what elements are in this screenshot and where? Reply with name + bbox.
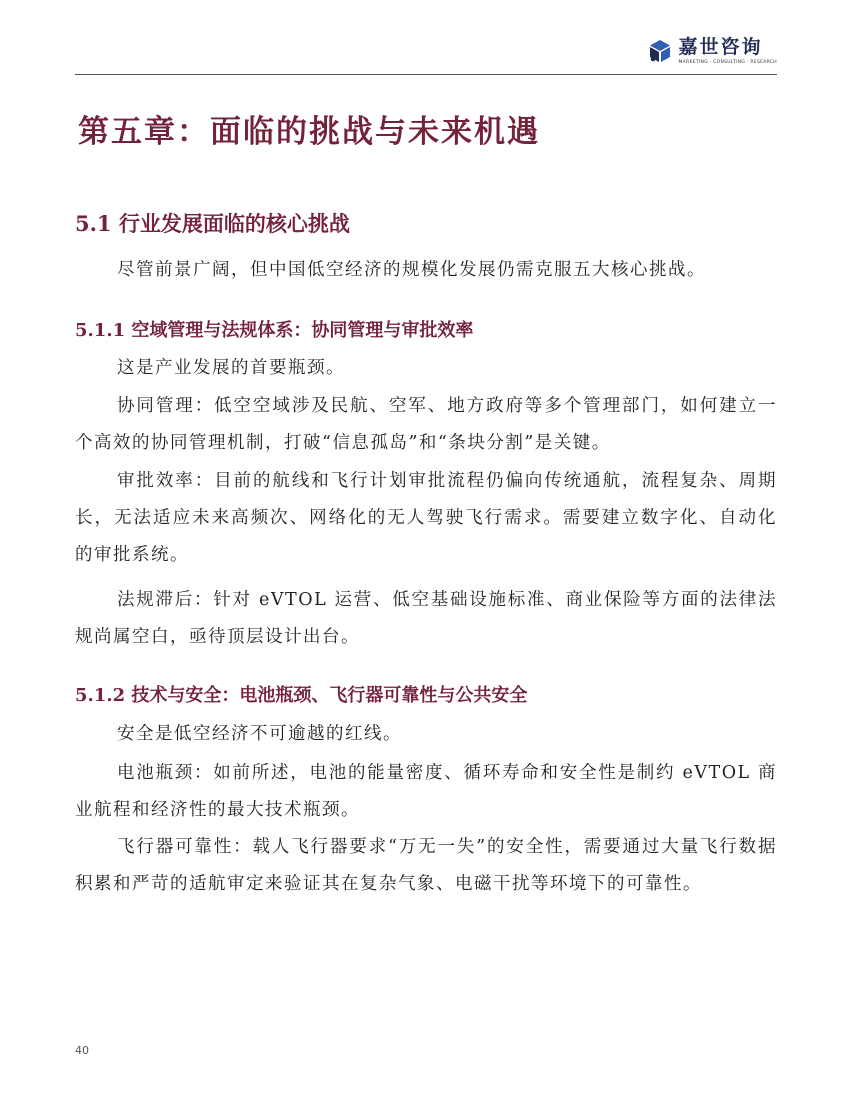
page-header [75,28,777,74]
company-logo [647,36,778,65]
logo-name: 嘉世咨询 [678,36,763,58]
paragraph: 协同管理：低空空域涉及民航、空军、地方政府等多个管理部门，如何建立一个高效的协同管理机制，打破“信息孤岛”和“条块分割”是关键。 [75,396,777,453]
page-number: 40 [75,1044,89,1057]
paragraph: 法规滞后：针对 eVTOL 运营、低空基础设施标准、商业保险等方面的法律法规尚属空白，亟待顶层设计出台。 [75,590,777,647]
logo-cube-icon [647,38,673,64]
paragraph: 电池瓶颈：如前所述，电池的能量密度、循环寿命和安全性是制约 eVTOL 商业航程和经济性的最大技术瓶颈。 [75,763,777,820]
header-divider [75,74,777,75]
subsection-1-title: 5.1.1 空域管理与法规体系：协同管理与审批效率 [75,320,474,341]
subsection-2-title: 5.1.2 技术与安全：电池瓶颈、飞行器可靠性与公共安全 [75,685,528,706]
logo-tagline: MARKETING · CONSULTING · RESEARCH [678,60,777,65]
paragraph: 审批效率：目前的航线和飞行计划审批流程仍偏向传统通航，流程复杂、周期长，无法适应未来高频次、网络化的无人驾驶飞行需求。需要建立数字化、自动化的审批系统。 [75,471,777,565]
paragraph: 飞行器可靠性：载人飞行器要求“万无一失”的安全性，需要通过大量飞行数据积累和严苛的适航审定来验证其在复杂气象、电磁干扰等环境下的可靠性。 [75,837,777,894]
chapter-title: 第五章：面临的挑战与未来机遇 [78,114,540,150]
paragraph: 安全是低空经济不可逾越的红线。 [117,724,402,744]
section-intro: 尽管前景广阔，但中国低空经济的规模化发展仍需克服五大核心挑战。 [117,260,706,280]
section-title: 5.1 行业发展面临的核心挑战 [75,211,350,236]
paragraph: 这是产业发展的首要瓶颈。 [117,358,345,378]
